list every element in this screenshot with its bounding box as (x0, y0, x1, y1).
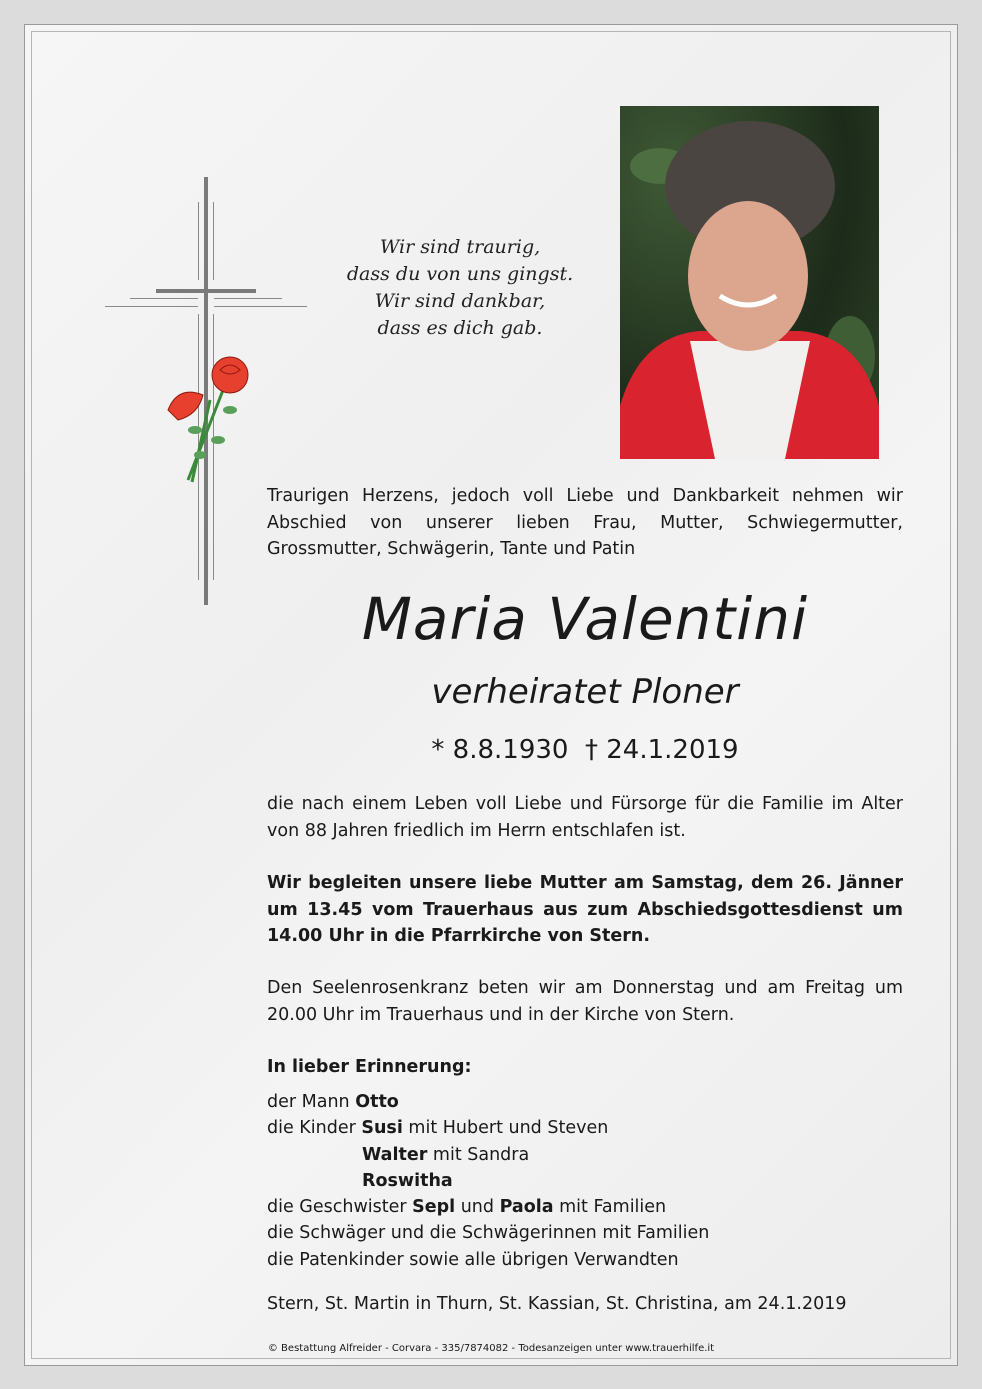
rosary-text: Den Seelenrosenkranz beten wir am Donnerstag und am Freitag um 20.00 Uhr im Trauerhaus und in der Kirche von Stern. (267, 978, 903, 1025)
poem-line: Wir sind traurig, (379, 236, 541, 258)
family-member-text: mit Sandra (427, 1144, 530, 1165)
family-member-text: mit Hubert und Steven (402, 1118, 609, 1139)
passing-text: die nach einem Leben voll Liebe und Fürsorge für die Familie im Alter von 88 Jahren friedlich im Herrn entschlafen ist. (267, 794, 903, 841)
family-member-name: Paola (499, 1197, 554, 1218)
married-name: verheiratet Ploner (431, 672, 739, 712)
family-member-row (267, 1168, 709, 1194)
family-list (267, 1089, 709, 1273)
intro-text: Traurigen Herzens, jedoch voll Liebe und Dankbarkeit nehmen wir Abschied von unserer lieben Frau, Mutter, Schwiegermutter, Grossmutter, Schwägerin, Tante und Patin (267, 486, 903, 559)
family-member-text: die Schwäger und die Schwägerinnen mit Familien (267, 1223, 710, 1244)
family-member-row (267, 1247, 709, 1273)
family-member-name: Sepl (412, 1197, 456, 1218)
family-member-text: der Mann (267, 1092, 356, 1112)
poem (330, 234, 590, 342)
portrait-image (620, 106, 879, 459)
place-date: Stern, St. Martin in Thurn, St. Kassian, St. Christina, am 24.1.2019 (267, 1294, 847, 1314)
family-member-name: Otto (355, 1092, 399, 1112)
family-member-row (267, 1142, 709, 1168)
poem-line: Wir sind dankbar, (374, 290, 546, 312)
life-dates: * 8.8.1930 † 24.1.2019 (431, 735, 739, 765)
family-member-text: und (455, 1197, 500, 1218)
footer-credit: © Bestattung Alfreider - Corvara - 335/7874082 - Todesanzeigen unter www.trauerhilfe.it (267, 1343, 715, 1354)
family-member-row (267, 1194, 709, 1220)
poem-line: dass es dich gab. (377, 317, 543, 339)
family-member-name: Susi (361, 1118, 403, 1139)
portrait-photo (620, 106, 879, 459)
poem-line: dass du von uns gingst. (346, 263, 574, 285)
family-member-text: die Kinder (267, 1118, 362, 1139)
family-member-text: die Patenkinder sowie alle übrigen Verwandten (267, 1249, 679, 1270)
family-member-name: Walter (362, 1144, 428, 1165)
family-member-row (267, 1089, 709, 1115)
family-member-row (267, 1220, 709, 1246)
family-member-text: mit Familien (553, 1197, 667, 1218)
family-member-text: die Geschwister (267, 1197, 413, 1218)
memory-heading: In lieber Erinnerung: (267, 1057, 472, 1077)
funeral-text: Wir begleiten unsere liebe Mutter am Samstag, dem 26. Jänner um 13.45 vom Trauerhaus aus zum Abschiedsgottesdienst um 14.00 Uhr in die Pfarrkirche von Stern. (267, 873, 903, 946)
deceased-name: Maria Valentini (361, 585, 809, 653)
family-member-row (267, 1115, 709, 1141)
family-member-name: Roswitha (362, 1170, 453, 1191)
